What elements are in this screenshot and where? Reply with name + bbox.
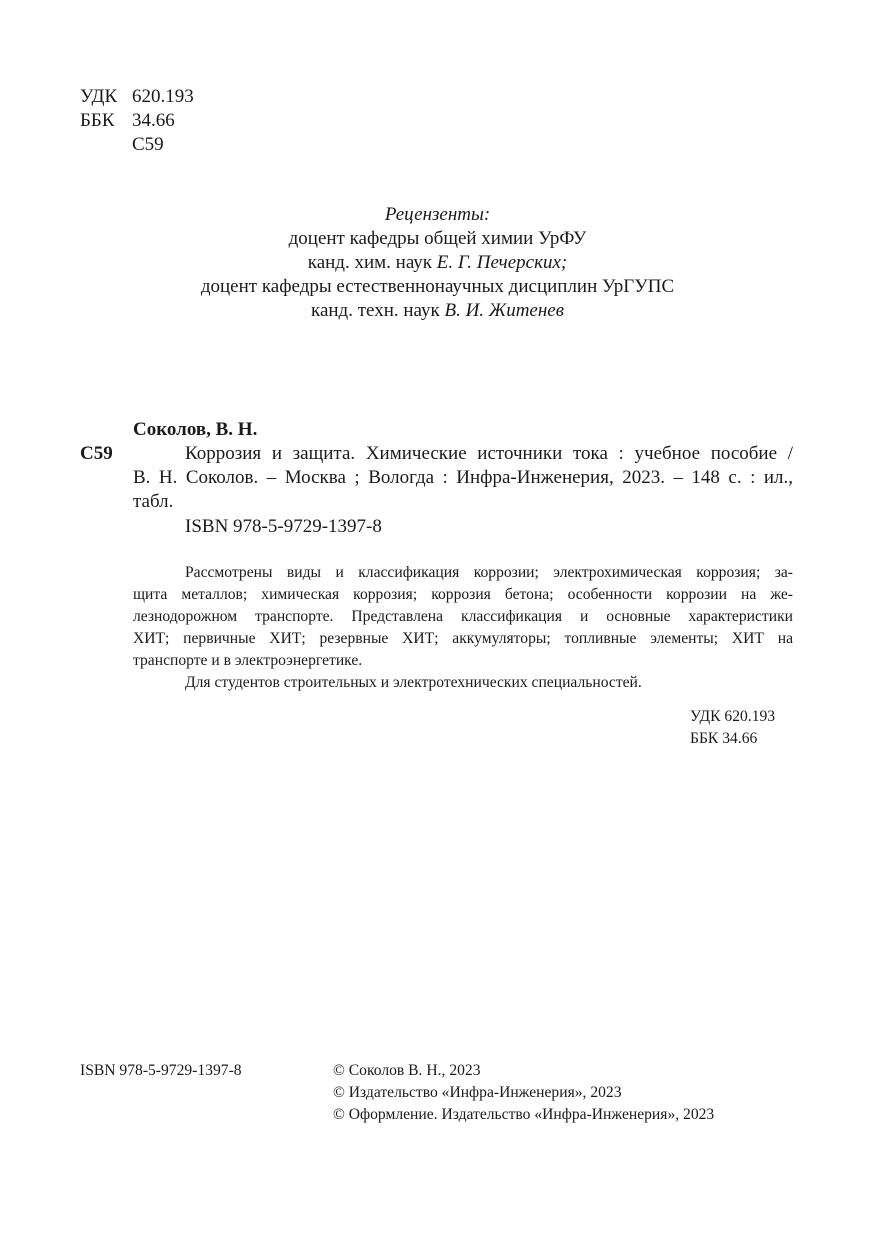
udk-value: 620.193 xyxy=(132,86,194,107)
biblio-line-3: табл. xyxy=(133,491,174,512)
reviewers-block xyxy=(0,203,875,323)
bbk-row xyxy=(80,109,194,133)
reviewers-heading: Рецензенты: xyxy=(384,204,491,225)
copyright-block xyxy=(333,1060,714,1126)
annotation-line: транспорте и в электроэнергетике. xyxy=(133,652,363,669)
annotation-line: ХИТ; первичные ХИТ; резервные ХИТ; аккумуляторы; топливные элементы; ХИТ на xyxy=(133,630,793,647)
reviewer-1-name: Е. Г. Печерских; xyxy=(436,252,568,273)
bibliographic-description xyxy=(133,442,793,514)
annotation-line: Рассмотрены виды и классификация коррозии; электрохимическая коррозия; за- xyxy=(185,564,793,581)
reviewer-2-name: В. И. Житенев xyxy=(444,300,564,321)
annotation xyxy=(133,562,793,694)
annotation-line: щита металлов; химическая коррозия; коррозия бетона; особенности коррозии на же- xyxy=(133,586,793,603)
footer-isbn: ISBN 978-5-9729-1397-8 xyxy=(80,1062,242,1079)
reviewer-2-line xyxy=(0,299,875,323)
copyright-design: © Оформление. Издательство «Инфра-Инженерия», 2023 xyxy=(333,1106,715,1123)
author-cipher: С59 xyxy=(132,134,164,155)
reviewer-1-line xyxy=(0,251,875,275)
reviewer-1-position: доцент кафедры общей химии УрФУ xyxy=(288,228,587,249)
bbk-label: ББК xyxy=(80,110,115,131)
author-heading: Соколов, В. Н. xyxy=(133,419,258,440)
author-cipher-row xyxy=(80,133,194,157)
biblio-line-1: Коррозия и защита. Химические источники тока : учебное пособие / xyxy=(185,443,793,464)
copyright-publisher: © Издательство «Инфра-Инженерия», 2023 xyxy=(333,1084,622,1101)
reviewer-2-degree: канд. техн. наук xyxy=(311,300,440,321)
bibliographic-cipher: С59 xyxy=(80,443,113,464)
copyright-author: © Соколов В. Н., 2023 xyxy=(333,1062,481,1079)
reviewer-2-position: доцент кафедры естественнонаучных дисциплин УрГУПС xyxy=(200,276,675,297)
biblio-line-2: В. Н. Соколов. – Москва ; Вологда : Инфра-Инженерия, 2023. – 148 с. : ил., xyxy=(133,467,793,488)
audience-note: Для студентов строительных и электротехнических специальностей. xyxy=(185,674,642,691)
udk-label: УДК xyxy=(80,86,118,107)
index-codes xyxy=(690,706,775,750)
annotation-line: лезнодорожном транспорте. Представлена классификация и основные характеристики xyxy=(133,608,793,625)
classification-codes xyxy=(80,85,194,157)
bbk-code: ББК 34.66 xyxy=(690,730,758,747)
udk-code: УДК 620.193 xyxy=(690,708,776,725)
isbn: ISBN 978-5-9729-1397-8 xyxy=(185,516,382,537)
udk-row xyxy=(80,85,194,109)
bbk-value: 34.66 xyxy=(132,110,175,131)
reviewer-1-degree: канд. хим. наук xyxy=(307,252,433,273)
